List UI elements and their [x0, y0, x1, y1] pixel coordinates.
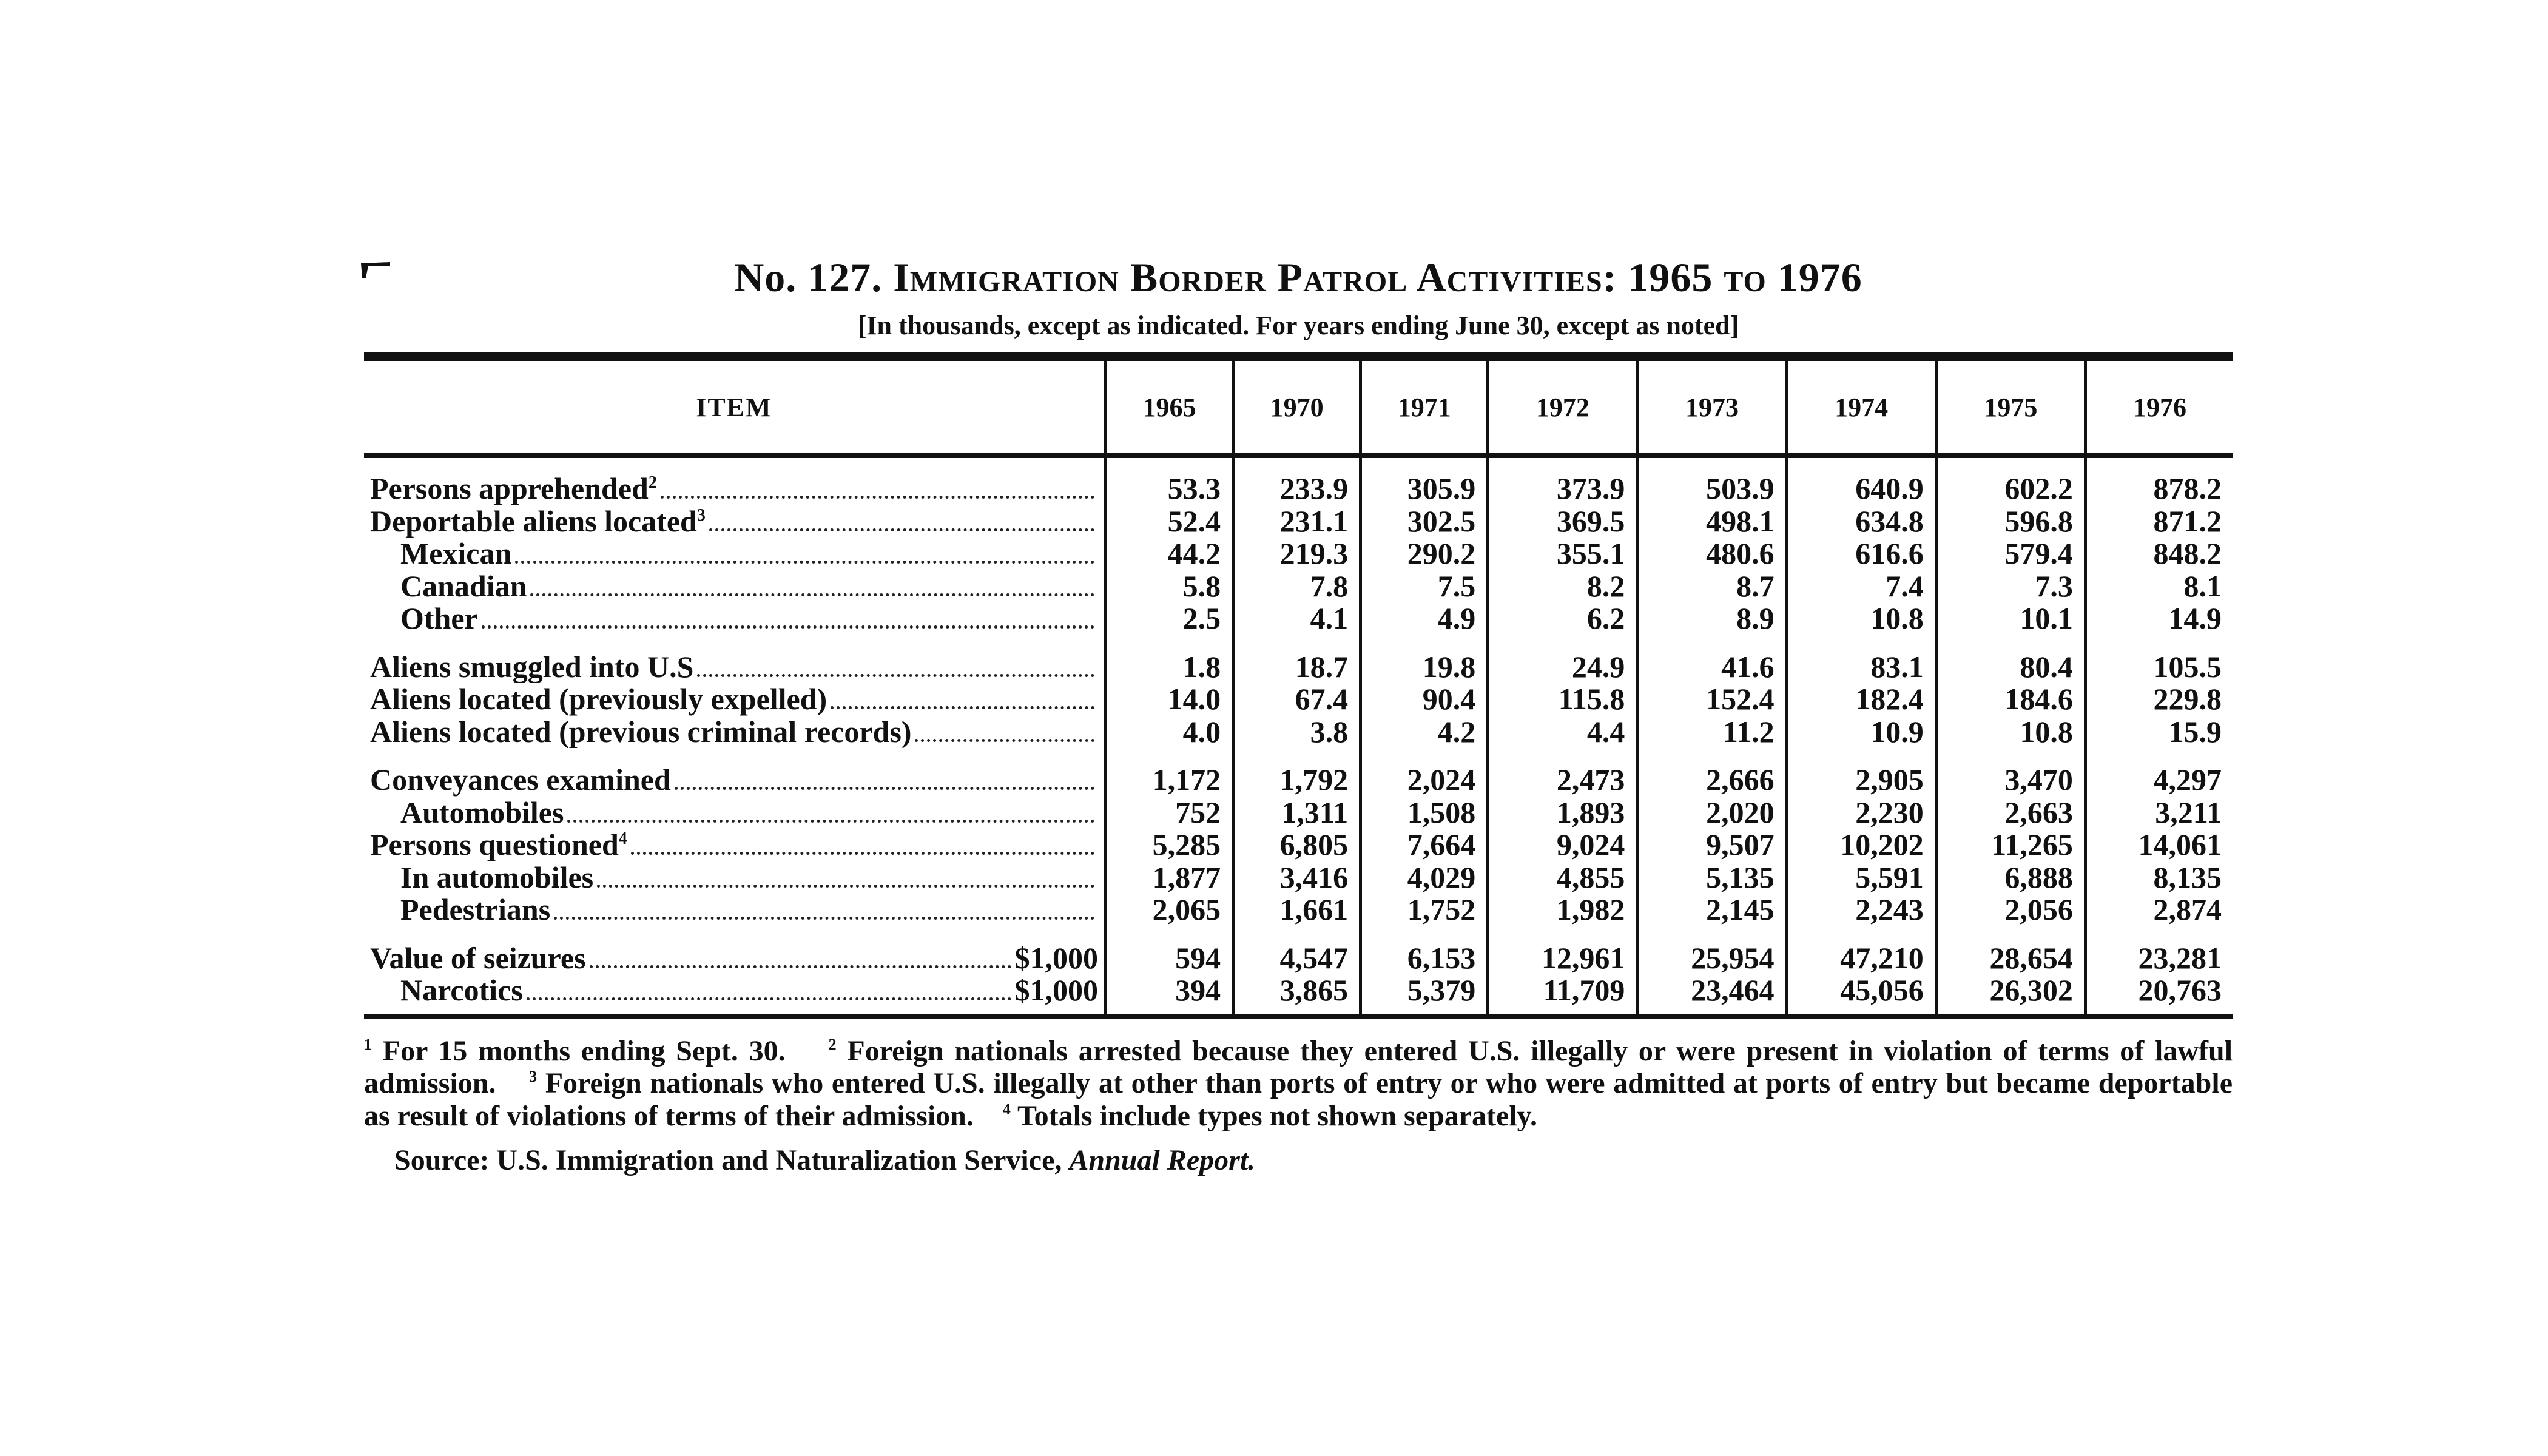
value-cell: 14,061 [2085, 829, 2233, 861]
value-cell: 231.1 [1233, 505, 1361, 538]
table-row [364, 505, 2233, 538]
source-publication: Annual Report. [1069, 1144, 1256, 1176]
dot-leader [831, 706, 1094, 709]
source-prefix: Source: U.S. Immigration and Naturalization Service, [394, 1144, 1062, 1176]
value-cell: 10.8 [1787, 602, 1936, 635]
value-cell: 302.5 [1361, 505, 1488, 538]
row-label: Aliens located (previously expelled) [370, 683, 827, 716]
value-cell: 47,210 [1787, 926, 1936, 975]
row-label-cell [364, 829, 1106, 861]
border-patrol-table [364, 361, 2233, 1014]
row-label: Persons questioned [370, 829, 619, 861]
value-cell: 2,666 [1637, 748, 1787, 797]
footnote-ref: 3 [696, 505, 706, 525]
value-cell: 7.4 [1787, 570, 1936, 603]
row-label-cell [364, 505, 1106, 538]
value-cell: 184.6 [1936, 683, 2085, 716]
row-label: Deportable aliens located [370, 505, 697, 538]
value-cell: 4.4 [1488, 716, 1637, 749]
value-cell: 90.4 [1361, 683, 1488, 716]
value-cell: 4,029 [1361, 861, 1488, 894]
row-label-cell [364, 894, 1106, 926]
row-label: Persons apprehended [370, 471, 649, 505]
value-cell: 11.2 [1637, 716, 1787, 749]
value-cell: 9,507 [1637, 829, 1787, 861]
row-label-cell [364, 797, 1106, 829]
value-cell: 18.7 [1233, 635, 1361, 684]
value-cell: 305.9 [1361, 456, 1488, 505]
value-cell: 6.2 [1488, 602, 1637, 635]
table-row [364, 716, 2233, 749]
value-cell: 10.9 [1787, 716, 1936, 749]
table-row [364, 683, 2233, 716]
value-cell: 4,855 [1488, 861, 1637, 894]
value-cell: 596.8 [1936, 505, 2085, 538]
dot-leader [631, 852, 1094, 855]
table-row [364, 797, 2233, 829]
value-cell: 640.9 [1787, 456, 1936, 505]
footnote: $^2$ Foreign nationals arrested because they entered U.S. illegally or were present in violation of terms of lawful admission. [364, 1034, 2233, 1100]
value-cell: 1,982 [1488, 894, 1637, 926]
value-cell: 2,065 [1106, 894, 1233, 926]
value-cell: 7,664 [1361, 829, 1488, 861]
value-cell: 4,547 [1233, 926, 1361, 975]
value-cell: 8.9 [1637, 602, 1787, 635]
value-cell: 2,145 [1637, 894, 1787, 926]
value-cell: 5,591 [1787, 861, 1936, 894]
year-header: 1970 [1233, 361, 1361, 456]
value-cell: 8.7 [1637, 570, 1787, 603]
row-unit: $1,000 [1014, 974, 1098, 1008]
table-row [364, 926, 2233, 975]
value-cell: 53.3 [1106, 456, 1233, 505]
value-cell: 10,202 [1787, 829, 1936, 861]
value-cell: 2,024 [1361, 748, 1488, 797]
value-cell: 6,153 [1361, 926, 1488, 975]
footnotes [364, 1035, 2233, 1133]
year-header: 1974 [1787, 361, 1936, 456]
value-cell: 480.6 [1637, 538, 1787, 570]
row-label: Aliens smuggled into U.S [370, 649, 694, 684]
source-line [364, 1144, 2233, 1177]
value-cell: 1,752 [1361, 894, 1488, 926]
value-cell: 24.9 [1488, 635, 1637, 684]
value-cell: 579.4 [1936, 538, 2085, 570]
value-cell: 752 [1106, 797, 1233, 829]
value-cell: 11,265 [1936, 829, 2085, 861]
table-row [364, 538, 2233, 570]
dot-leader [567, 820, 1094, 823]
value-cell: 290.2 [1361, 538, 1488, 570]
value-cell: 28,654 [1936, 926, 2085, 975]
value-cell: 5,379 [1361, 974, 1488, 1014]
row-label-cell [364, 456, 1106, 505]
dot-leader [530, 593, 1094, 596]
row-label-cell [364, 748, 1106, 797]
dot-leader [597, 885, 1094, 888]
dot-leader [697, 674, 1094, 677]
row-unit: $1,000 [1014, 940, 1098, 975]
row-label: In automobiles [400, 861, 594, 894]
row-label-cell [364, 861, 1106, 894]
value-cell: 67.4 [1233, 683, 1361, 716]
value-cell: 394 [1106, 974, 1233, 1014]
value-cell: 6,805 [1233, 829, 1361, 861]
value-cell: 373.9 [1488, 456, 1637, 505]
value-cell: 152.4 [1637, 683, 1787, 716]
dot-leader [515, 561, 1094, 564]
value-cell: 8,135 [2085, 861, 2233, 894]
value-cell: 14.0 [1106, 683, 1233, 716]
row-label: Aliens located (previous criminal records) [370, 715, 912, 749]
value-cell: 369.5 [1488, 505, 1637, 538]
table-row [364, 894, 2233, 926]
dot-leader [709, 528, 1094, 531]
row-label: Other [400, 602, 478, 635]
bottom-rule [364, 1014, 2233, 1019]
table-row [364, 748, 2233, 797]
value-cell: 10.1 [1936, 602, 2085, 635]
dot-leader [554, 917, 1094, 920]
table-title [364, 255, 2233, 300]
value-cell: 182.4 [1787, 683, 1936, 716]
row-label-cell [364, 635, 1106, 684]
value-cell: 1,311 [1233, 797, 1361, 829]
row-label-cell [364, 926, 1106, 975]
value-cell: 871.2 [2085, 505, 2233, 538]
footnote: $^4$ Totals include types not shown separately. [1002, 1100, 1538, 1133]
value-cell: 3,416 [1233, 861, 1361, 894]
dot-leader [675, 787, 1094, 790]
row-label: Narcotics [400, 974, 523, 1008]
statistical-table-page [364, 255, 2233, 1177]
row-label-cell [364, 570, 1106, 603]
value-cell: 2,243 [1787, 894, 1936, 926]
row-label-cell [364, 974, 1106, 1014]
table-subtitle: [In thousands, except as indicated. For years ending June 30, except as noted] [857, 310, 1739, 340]
row-label-cell [364, 602, 1106, 635]
value-cell: 6,888 [1936, 861, 2085, 894]
value-cell: 8.2 [1488, 570, 1637, 603]
value-cell: 7.3 [1936, 570, 2085, 603]
value-cell: 44.2 [1106, 538, 1233, 570]
table-row [364, 829, 2233, 861]
row-label-cell [364, 716, 1106, 749]
value-cell: 498.1 [1637, 505, 1787, 538]
value-cell: 1.8 [1106, 635, 1233, 684]
row-label: Automobiles [400, 796, 564, 829]
value-cell: 1,508 [1361, 797, 1488, 829]
value-cell: 355.1 [1488, 538, 1637, 570]
value-cell: 5,285 [1106, 829, 1233, 861]
value-cell: 503.9 [1637, 456, 1787, 505]
table-number: No. 127. [734, 254, 883, 300]
dot-leader [661, 496, 1094, 499]
value-cell: 3,865 [1233, 974, 1361, 1014]
value-cell: 602.2 [1936, 456, 2085, 505]
value-cell: 5,135 [1637, 861, 1787, 894]
value-cell: 3,470 [1936, 748, 2085, 797]
table-title-text: Immigration Border Patrol Activities: 1965 to 1976 [893, 254, 1862, 300]
value-cell: 20,763 [2085, 974, 2233, 1014]
top-rule [364, 352, 2233, 361]
value-cell: 1,661 [1233, 894, 1361, 926]
value-cell: 4.0 [1106, 716, 1233, 749]
footnote: $^3$ Foreign nationals who entered U.S. illegally at other than ports of entry or who were admitted at ports of entry but became deportable as result of violations of terms of their admission. [364, 1067, 2233, 1133]
table-row [364, 570, 2233, 603]
year-header: 1975 [1936, 361, 2085, 456]
year-header: 1972 [1488, 361, 1637, 456]
value-cell: 219.3 [1233, 538, 1361, 570]
value-cell: 11,709 [1488, 974, 1637, 1014]
value-cell: 2,056 [1936, 894, 2085, 926]
table-row [364, 861, 2233, 894]
value-cell: 52.4 [1106, 505, 1233, 538]
row-label: Conveyances examined [370, 763, 671, 797]
value-cell: 15.9 [2085, 716, 2233, 749]
value-cell: 616.6 [1787, 538, 1936, 570]
dot-leader [590, 965, 1011, 968]
footnote-ref: 4 [618, 829, 627, 849]
value-cell: 9,024 [1488, 829, 1637, 861]
header-row [364, 361, 2233, 456]
row-label: Mexican [400, 538, 512, 570]
value-cell: 23,281 [2085, 926, 2233, 975]
value-cell: 8.1 [2085, 570, 2233, 603]
value-cell: 2,230 [1787, 797, 1936, 829]
value-cell: 7.8 [1233, 570, 1361, 603]
dot-leader [915, 739, 1094, 742]
row-label: Value of seizures [370, 940, 586, 975]
value-cell: 4.1 [1233, 602, 1361, 635]
value-cell: 594 [1106, 926, 1233, 975]
table-body [364, 456, 2233, 1014]
value-cell: 5.8 [1106, 570, 1233, 603]
value-cell: 14.9 [2085, 602, 2233, 635]
value-cell: 848.2 [2085, 538, 2233, 570]
value-cell: 1,792 [1233, 748, 1361, 797]
row-label-cell [364, 683, 1106, 716]
year-header: 1973 [1637, 361, 1787, 456]
value-cell: 4.2 [1361, 716, 1488, 749]
value-cell: 233.9 [1233, 456, 1361, 505]
year-header: 1971 [1361, 361, 1488, 456]
value-cell: 26,302 [1936, 974, 2085, 1014]
table-row [364, 456, 2233, 505]
value-cell: 10.8 [1936, 716, 2085, 749]
value-cell: 1,172 [1106, 748, 1233, 797]
value-cell: 12,961 [1488, 926, 1637, 975]
value-cell: 4.9 [1361, 602, 1488, 635]
value-cell: 19.8 [1361, 635, 1488, 684]
year-header: 1965 [1106, 361, 1233, 456]
value-cell: 83.1 [1787, 635, 1936, 684]
value-cell: 23,464 [1637, 974, 1787, 1014]
value-cell: 105.5 [2085, 635, 2233, 684]
table-row [364, 635, 2233, 684]
value-cell: 2,874 [2085, 894, 2233, 926]
footnote-ref: 2 [648, 473, 657, 493]
footnote: $^1$ For 15 months ending Sept. 30. [364, 1034, 786, 1067]
value-cell: 41.6 [1637, 635, 1787, 684]
table-row [364, 974, 2233, 1014]
value-cell: 80.4 [1936, 635, 2085, 684]
year-header: 1976 [2085, 361, 2233, 456]
item-header: ITEM [364, 361, 1106, 456]
dot-leader [482, 625, 1094, 629]
value-cell: 2.5 [1106, 602, 1233, 635]
value-cell: 4,297 [2085, 748, 2233, 797]
row-label: Pedestrians [400, 894, 551, 926]
value-cell: 2,020 [1637, 797, 1787, 829]
value-cell: 115.8 [1488, 683, 1637, 716]
value-cell: 1,893 [1488, 797, 1637, 829]
value-cell: 2,473 [1488, 748, 1637, 797]
value-cell: 45,056 [1787, 974, 1936, 1014]
value-cell: 7.5 [1361, 570, 1488, 603]
value-cell: 25,954 [1637, 926, 1787, 975]
table-row [364, 602, 2233, 635]
value-cell: 878.2 [2085, 456, 2233, 505]
value-cell: 3.8 [1233, 716, 1361, 749]
value-cell: 634.8 [1787, 505, 1936, 538]
row-label: Canadian [400, 570, 527, 603]
value-cell: 1,877 [1106, 861, 1233, 894]
dot-leader [527, 997, 1011, 1000]
row-label-cell [364, 538, 1106, 570]
value-cell: 229.8 [2085, 683, 2233, 716]
value-cell: 2,905 [1787, 748, 1936, 797]
value-cell: 2,663 [1936, 797, 2085, 829]
value-cell: 3,211 [2085, 797, 2233, 829]
